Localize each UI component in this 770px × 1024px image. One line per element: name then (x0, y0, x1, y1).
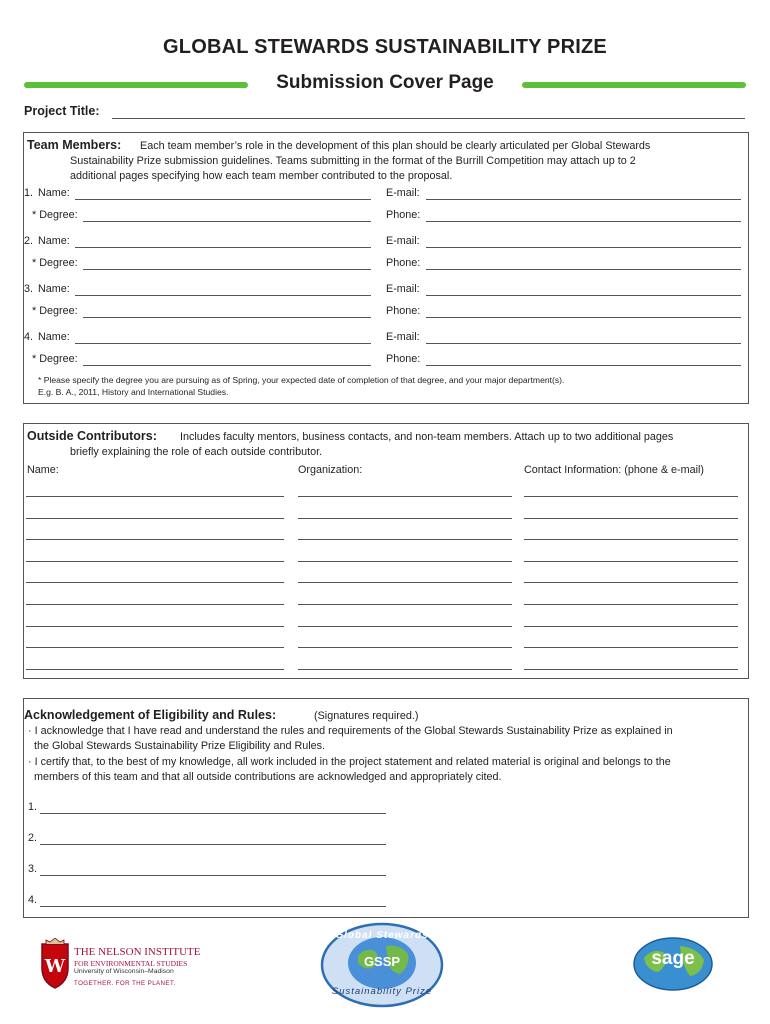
member-phone-label: Phone: (386, 209, 421, 221)
member-phone-label: Phone: (386, 305, 421, 317)
member-email-label: E-mail: (386, 187, 420, 199)
contributor-org-field[interactable] (298, 604, 512, 605)
signature-number: 4. (28, 894, 38, 906)
member-degree-label: * Degree: (32, 305, 78, 317)
member-number: 3. (24, 283, 34, 295)
nelson-institute-logo (38, 938, 201, 994)
contributor-org-field[interactable] (298, 669, 512, 670)
gssp-logo (320, 922, 444, 1008)
col-organization-label: Organization: (298, 464, 363, 476)
member-degree-field[interactable] (83, 365, 371, 366)
member-degree-label: * Degree: (32, 209, 78, 221)
member-email-field[interactable] (426, 247, 741, 248)
contributor-name-field[interactable] (26, 518, 284, 519)
gssp-bottom-text: Sustainability Prize (331, 986, 433, 997)
signature-number: 1. (28, 801, 38, 813)
ack-item2-line1: · I certify that, to the best of my knowledge, all work included in the project statement and related material is original and belongs to the (28, 756, 671, 768)
member-number: 4. (24, 331, 34, 343)
member-number: 1. (24, 187, 34, 199)
contributor-name-field[interactable] (26, 561, 284, 562)
contributor-name-field[interactable] (26, 647, 284, 648)
member-name-label: Name: (38, 331, 70, 343)
member-name-label: Name: (38, 187, 70, 199)
ack-item1-line1: · I acknowledge that I have read and understand the rules and requirements of the Global Stewards Sustainability Prize as explained in (28, 725, 673, 737)
contributor-name-field[interactable] (26, 669, 284, 670)
team-intro-line3: additional pages specifying how each team member contributed to the proposal. (70, 170, 453, 182)
member-email-field[interactable] (426, 343, 741, 344)
contributor-org-field[interactable] (298, 539, 512, 540)
member-email-label: E-mail: (386, 331, 420, 343)
outside-contributors-heading: Outside Contributors: (27, 429, 157, 443)
uw-crest-icon (38, 938, 72, 990)
member-email-label: E-mail: (386, 235, 420, 247)
member-name-field[interactable] (75, 343, 371, 344)
signature-number: 3. (28, 863, 38, 875)
contributor-org-field[interactable] (298, 518, 512, 519)
nelson-name: THE NELSON INSTITUTE (74, 946, 201, 958)
gssp-center-text: GSSP (363, 954, 401, 969)
contributors-intro-line1: Includes faculty mentors, business contacts, and non-team members. Attach up to two additional pages (180, 431, 674, 443)
page-title: GLOBAL STEWARDS SUSTAINABILITY PRIZE (163, 36, 607, 58)
contributor-name-field[interactable] (26, 539, 284, 540)
signature-field[interactable] (40, 844, 386, 845)
member-degree-field[interactable] (83, 221, 371, 222)
contributor-contact-field[interactable] (524, 647, 738, 648)
ack-item2-line2: members of this team and that all outside contributions are acknowledged and appropriately cited. (34, 771, 502, 783)
green-rule-right (522, 82, 746, 88)
page-subtitle: Submission Cover Page (276, 72, 494, 93)
contributor-name-field[interactable] (26, 626, 284, 627)
member-phone-field[interactable] (426, 221, 741, 222)
nelson-university: University of Wisconsin–Madison (74, 968, 174, 975)
contributor-contact-field[interactable] (524, 518, 738, 519)
nelson-subname: FOR ENVIRONMENTAL STUDIES (74, 959, 188, 968)
member-name-field[interactable] (75, 199, 371, 200)
outside-contributors-section (23, 423, 749, 679)
contributor-name-field[interactable] (26, 604, 284, 605)
contributor-contact-field[interactable] (524, 626, 738, 627)
member-email-field[interactable] (426, 199, 741, 200)
sage-text: sage (651, 948, 695, 969)
contributor-org-field[interactable] (298, 561, 512, 562)
signature-field[interactable] (40, 813, 386, 814)
contributor-contact-field[interactable] (524, 604, 738, 605)
degree-footnote-line2: E.g. B. A., 2011, History and International Studies. (38, 387, 229, 397)
contributor-contact-field[interactable] (524, 561, 738, 562)
member-degree-field[interactable] (83, 269, 371, 270)
acknowledgement-heading: Acknowledgement of Eligibility and Rules: (24, 708, 277, 722)
member-name-field[interactable] (75, 295, 371, 296)
team-members-heading: Team Members: (27, 138, 122, 152)
col-name-label: Name: (27, 464, 59, 476)
ack-item1-line2: the Global Stewards Sustainability Prize Eligibility and Rules. (34, 740, 326, 752)
member-degree-label: * Degree: (32, 257, 78, 269)
contributor-contact-field[interactable] (524, 669, 738, 670)
contributor-name-field[interactable] (26, 582, 284, 583)
member-number: 2. (24, 235, 34, 247)
member-name-field[interactable] (75, 247, 371, 248)
member-degree-field[interactable] (83, 317, 371, 318)
project-title-label: Project Title: (24, 104, 100, 118)
member-phone-field[interactable] (426, 269, 741, 270)
team-intro-line1: Each team member’s role in the development of this plan should be clearly articulated per Global Stewards (140, 140, 651, 152)
member-phone-label: Phone: (386, 353, 421, 365)
svg-text:W: W (44, 956, 66, 977)
signature-field[interactable] (40, 875, 386, 876)
member-degree-label: * Degree: (32, 353, 78, 365)
nelson-tagline: TOGETHER. FOR THE PLANET. (74, 980, 176, 987)
sage-logo (632, 936, 714, 992)
team-intro-line2: Sustainability Prize submission guidelines. Teams submitting in the format of the Burrill Competition may attach up to 2 (70, 155, 636, 167)
contributor-contact-field[interactable] (524, 539, 738, 540)
contributor-contact-field[interactable] (524, 582, 738, 583)
member-phone-field[interactable] (426, 317, 741, 318)
member-email-field[interactable] (426, 295, 741, 296)
signature-field[interactable] (40, 906, 386, 907)
contributor-contact-field[interactable] (524, 496, 738, 497)
contributor-org-field[interactable] (298, 626, 512, 627)
contributor-org-field[interactable] (298, 582, 512, 583)
col-contact-label: Contact Information: (phone & e-mail) (524, 464, 705, 476)
project-title-field[interactable] (112, 118, 745, 119)
contributor-name-field[interactable] (26, 496, 284, 497)
member-name-label: Name: (38, 283, 70, 295)
contributor-org-field[interactable] (298, 647, 512, 648)
signatures-note: (Signatures required.) (314, 710, 419, 722)
member-phone-label: Phone: (386, 257, 421, 269)
contributor-org-field[interactable] (298, 496, 512, 497)
member-phone-field[interactable] (426, 365, 741, 366)
member-name-label: Name: (38, 235, 70, 247)
member-email-label: E-mail: (386, 283, 420, 295)
signature-number: 2. (28, 832, 38, 844)
degree-footnote-line1: * Please specify the degree you are pursuing as of Spring, your expected date of completion of that degree, and your major department(s). (38, 375, 565, 385)
contributors-intro-line2: briefly explaining the role of each outside contributor. (70, 446, 323, 458)
gssp-top-text: Global Stewards (335, 930, 429, 941)
